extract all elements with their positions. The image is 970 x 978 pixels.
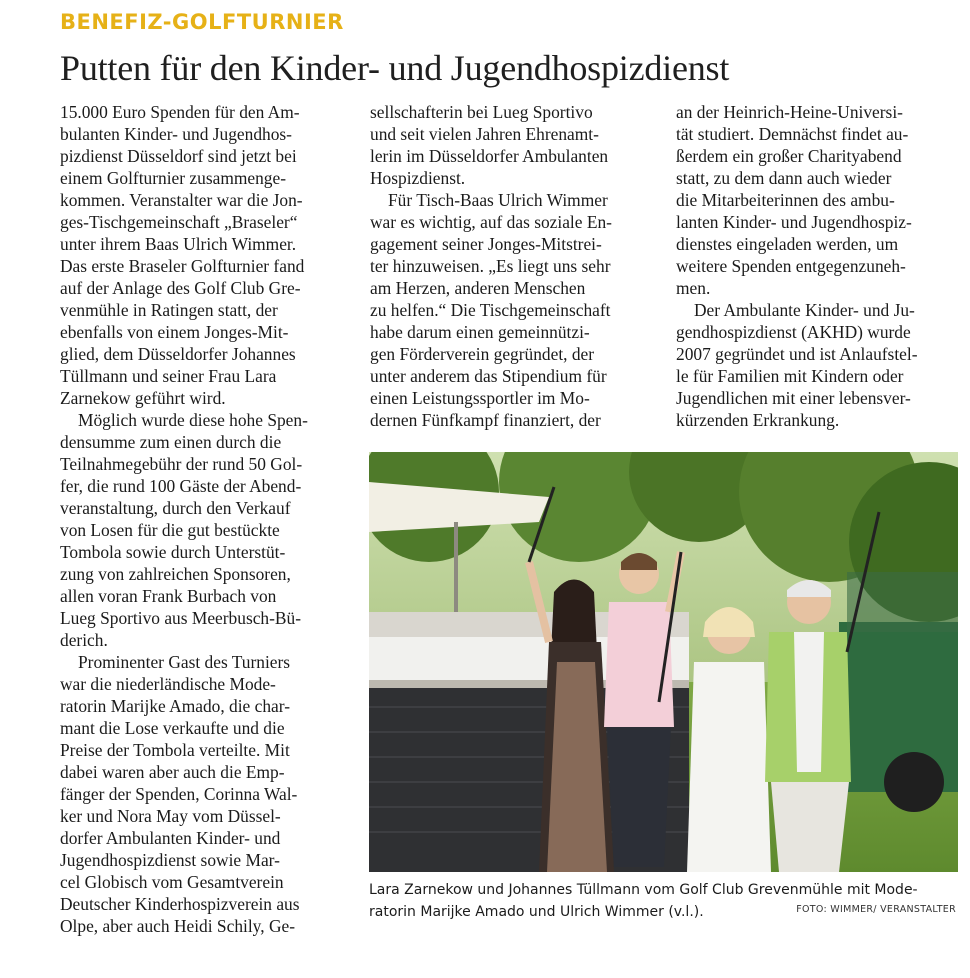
caption-line: ratorin Marijke Amado und Ulrich Wimmer (v.l.). <box>369 904 704 920</box>
text-line: 2007 gegründet und ist Anlaufstel- <box>676 344 918 364</box>
text-line: Olpe, aber auch Heidi Schily, Ge- <box>60 916 296 936</box>
text-line: die Mitarbeiterinnen des ambu- <box>676 190 895 210</box>
text-line: derich. <box>60 630 108 650</box>
text-line: von Losen für die gut bestückte <box>60 520 280 540</box>
text-line: weitere Spenden entgegenzuneh- <box>676 256 906 276</box>
text-line: am Herzen, anderen Menschen <box>370 278 586 298</box>
text-line: zung von zahlreichen Sponsoren, <box>60 564 291 584</box>
text-line: Prominenter Gast des Turniers <box>78 652 291 672</box>
text-line: ter hinzuweisen. „Es liegt uns sehr <box>370 256 611 276</box>
text-line: mant die Lose verkaufte und die <box>60 718 285 738</box>
text-line: gen Förderverein gegründet, der <box>370 344 595 364</box>
text-line: men. <box>676 278 711 298</box>
text-line: war die niederländische Mode- <box>60 674 276 694</box>
text-line: dabei waren aber auch die Emp- <box>60 762 285 782</box>
text-line: Tombola sowie durch Unterstüt- <box>60 542 286 562</box>
text-line: tät studiert. Demnächst findet au- <box>676 124 909 144</box>
text-line: lanten Kinder- und Jugendhospiz- <box>676 212 912 232</box>
photo-caption <box>369 879 958 923</box>
text-line: allen voran Frank Burbach von <box>60 586 277 606</box>
text-line: an der Heinrich-Heine-Universi- <box>676 102 903 122</box>
text-line: Jugendhospizdienst sowie Mar- <box>60 850 280 870</box>
article-column-2 <box>370 101 660 431</box>
text-line: bulanten Kinder- und Jugendhos- <box>60 124 292 144</box>
text-line: unter anderem das Stipendium für <box>370 366 607 386</box>
text-line: Für Tisch-Baas Ulrich Wimmer <box>388 190 608 210</box>
text-line: Tüllmann und seiner Frau Lara <box>60 366 277 386</box>
text-line: le für Familien mit Kindern oder <box>676 366 904 386</box>
caption-line: Lara Zarnekow und Johannes Tüllmann vom Golf Club Grevenmühle mit Mode- <box>369 882 918 898</box>
text-line: Teilnahmegebühr der rund 50 Gol- <box>60 454 303 474</box>
text-line: und seit vielen Jahren Ehrenamt- <box>370 124 599 144</box>
text-line: ker und Nora May vom Düssel- <box>60 806 281 826</box>
text-line: Preise der Tombola verteilte. Mit <box>60 740 290 760</box>
text-line: fer, die rund 100 Gäste der Abend- <box>60 476 302 496</box>
text-line: gagement seiner Jonges-Mitstrei- <box>370 234 602 254</box>
text-line: Möglich wurde diese hohe Spen- <box>78 410 308 430</box>
text-line: einem Golfturnier zusammenge- <box>60 168 286 188</box>
text-line: dernen Fünfkampf finanziert, der <box>370 410 601 430</box>
text-line: ßerdem ein großer Charityabend <box>676 146 902 166</box>
text-line: Hospizdienst. <box>370 168 466 188</box>
text-line: densumme zum einen durch die <box>60 432 282 452</box>
text-line: venmühle in Ratingen statt, der <box>60 300 278 320</box>
text-line: Der Ambulante Kinder- und Ju- <box>694 300 915 320</box>
text-line: cel Globisch vom Gesamtverein <box>60 872 284 892</box>
text-line: ges-Tischgemeinschaft „Braseler“ <box>60 212 298 232</box>
text-line: zu helfen.“ Die Tischgemeinschaft <box>370 300 611 320</box>
text-line: Jugendlichen mit einer lebensver- <box>676 388 911 408</box>
text-line: statt, zu dem dann auch wieder <box>676 168 892 188</box>
text-line: auf der Anlage des Golf Club Gre- <box>60 278 301 298</box>
text-line: Zarnekow geführt wird. <box>60 388 226 408</box>
text-line: Das erste Braseler Golfturnier fand <box>60 256 305 276</box>
text-line: war es wichtig, auf das soziale En- <box>370 212 612 232</box>
article-column-3 <box>676 101 956 431</box>
text-line: pizdienst Düsseldorf sind jetzt bei <box>60 146 297 166</box>
text-line: kommen. Veranstalter war die Jon- <box>60 190 303 210</box>
text-line: unter ihrem Baas Ulrich Wimmer. <box>60 234 297 254</box>
text-line: veranstaltung, durch den Verkauf <box>60 498 291 518</box>
text-line: 15.000 Euro Spenden für den Am- <box>60 102 300 122</box>
photo-credit: FOTO: WIMMER/ VERANSTALTER <box>796 904 956 915</box>
text-line: glied, dem Düsseldorfer Johannes <box>60 344 296 364</box>
text-line: ebenfalls von einem Jonges-Mit- <box>60 322 289 342</box>
text-line: kürzenden Erkrankung. <box>676 410 840 430</box>
headline: Putten für den Kinder- und Jugendhospizdienst <box>60 48 730 88</box>
text-line: Lueg Sportivo aus Meerbusch-Bü- <box>60 608 302 628</box>
article-column-1 <box>60 101 350 937</box>
text-line: dienstes eingeladen werden, um <box>676 234 899 254</box>
text-line: habe darum einen gemeinnützi- <box>370 322 590 342</box>
article-photo <box>369 452 958 872</box>
text-line: gendhospizdienst (AKHD) wurde <box>676 322 911 342</box>
text-line: ratorin Marijke Amado, die char- <box>60 696 290 716</box>
text-line: fänger der Spenden, Corinna Wal- <box>60 784 298 804</box>
kicker: BENEFIZ-GOLFTURNIER <box>60 10 344 34</box>
text-line: einen Leistungssportler im Mo- <box>370 388 590 408</box>
text-line: Deutscher Kinderhospizverein aus <box>60 894 300 914</box>
text-line: dorfer Ambulanten Kinder- und <box>60 828 281 848</box>
text-line: lerin im Düsseldorfer Ambulanten <box>370 146 609 166</box>
text-line: sellschafterin bei Lueg Sportivo <box>370 102 593 122</box>
